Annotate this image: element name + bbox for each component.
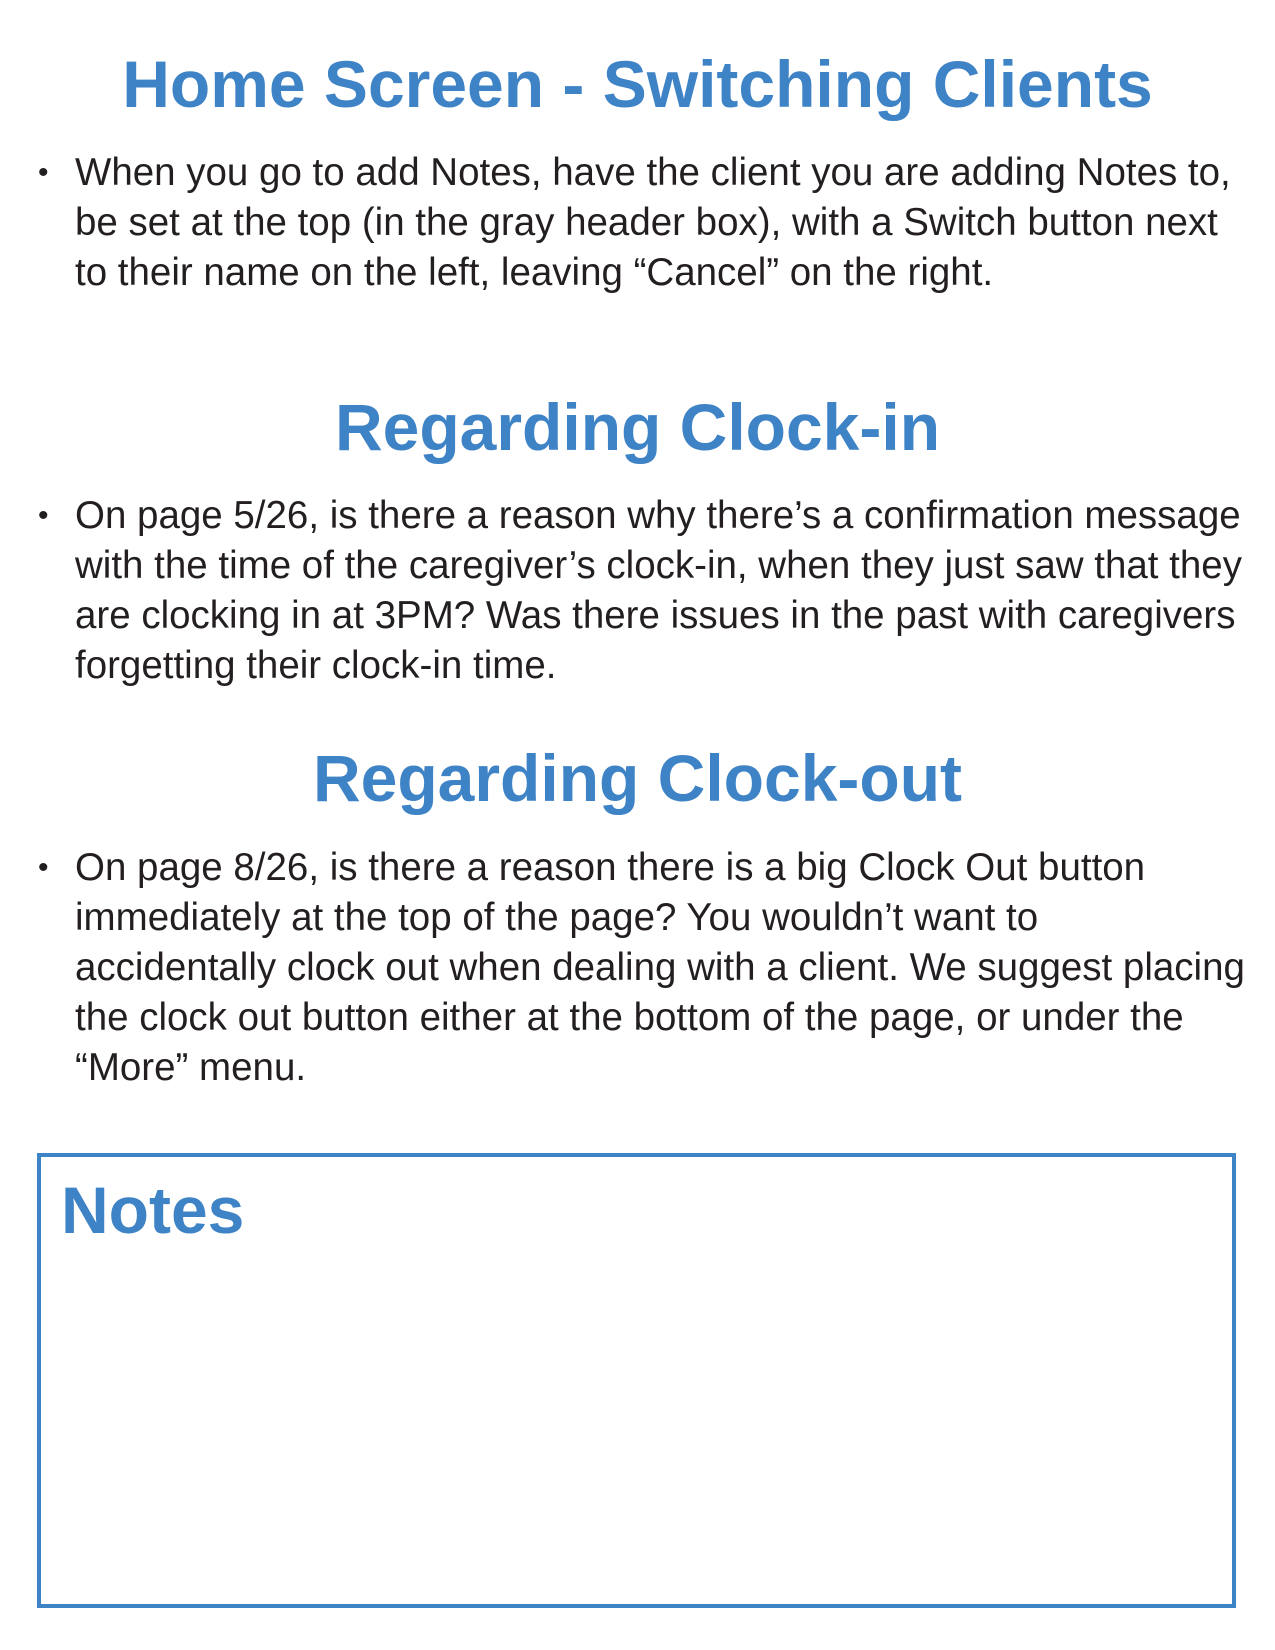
bullet-icon: • bbox=[38, 851, 49, 884]
bullet-icon: • bbox=[38, 156, 49, 189]
bullet-text: On page 5/26, is there a reason why there’s a confirmation message with the time of the caregiver’s clock-in, when they just saw that they are clocking in at 3PM? Was there issues in the past with caregivers forgetting their clock-in time. bbox=[75, 494, 1242, 687]
section-heading-clock-out: Regarding Clock-out bbox=[312, 741, 962, 815]
bullet-icon: • bbox=[38, 499, 49, 532]
bullet-text: When you go to add Notes, have the client you are adding Notes to, be set at the top (in the gray header box), with a Switch button next to their name on the left, leaving “Cancel” on the right. bbox=[75, 151, 1231, 294]
section-heading-switching-clients: Home Screen - Switching Clients bbox=[122, 47, 1153, 121]
bullet-text: On page 8/26, is there a reason there is a big Clock Out button immediately at the top of the page? You wouldn’t want to accidentally clock out when dealing with a client. We suggest placing the clock out button either at the bottom of the page, or under the “More” menu. bbox=[75, 846, 1245, 1089]
notes-title: Notes bbox=[61, 1173, 245, 1247]
notes-box bbox=[37, 1153, 1236, 1608]
section-heading-clock-in: Regarding Clock-in bbox=[334, 390, 941, 464]
